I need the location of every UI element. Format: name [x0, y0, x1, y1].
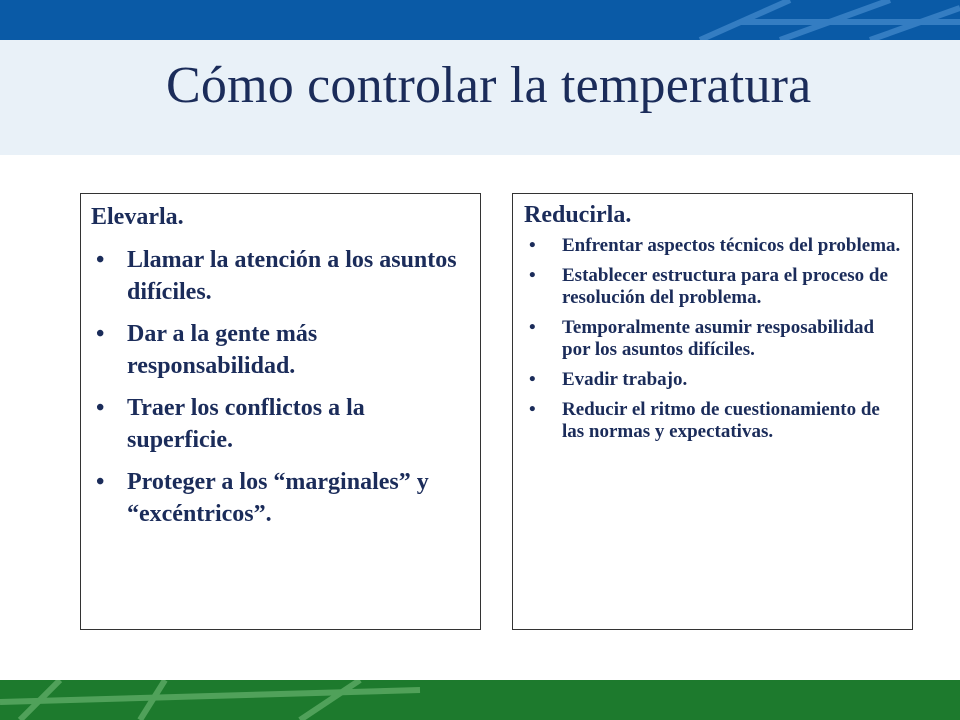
panel-heading: Reducirla.: [524, 202, 632, 228]
top-decorative-band: [0, 0, 960, 40]
list-item: [524, 235, 902, 257]
lower-temperature-panel: [512, 193, 913, 630]
bullet-icon: •: [529, 317, 536, 338]
raise-temperature-panel: [80, 193, 481, 630]
list-item-text: Reducir el ritmo de cuestionamiento de las normas y expectativas.: [562, 399, 880, 442]
list-item: [524, 265, 902, 309]
list-item-text: Establecer estructura para el proceso de resolución del problema.: [562, 265, 888, 308]
list-item: [524, 317, 902, 361]
lower-list: [524, 235, 902, 443]
list-item-text: Enfrentar aspectos técnicos del problema.: [562, 235, 901, 256]
list-item: [524, 369, 902, 391]
list-item: [91, 466, 468, 530]
list-item-text: Traer los conflictos a la superficie.: [127, 395, 365, 453]
bullet-icon: •: [96, 321, 105, 347]
field-lines-decoration: [640, 0, 960, 40]
bullet-icon: •: [529, 235, 536, 256]
bullet-icon: •: [96, 395, 105, 421]
raise-list: [91, 244, 468, 530]
bottom-decorative-band: [0, 680, 960, 720]
list-item-text: Llamar la atención a los asuntos difíciles.: [127, 247, 457, 305]
bullet-icon: •: [529, 369, 536, 390]
list-item-text: Dar a la gente más responsabilidad.: [127, 321, 318, 379]
bullet-icon: •: [96, 247, 105, 273]
slide-title: Cómo controlar la temperatura: [166, 57, 812, 114]
list-item: [91, 318, 468, 382]
list-item-text: Evadir trabajo.: [562, 369, 688, 390]
field-lines-decoration: [0, 680, 460, 720]
list-item: [91, 392, 468, 456]
bullet-icon: •: [529, 399, 536, 420]
list-item: [524, 399, 902, 443]
bullet-icon: •: [529, 265, 536, 286]
bullet-icon: •: [96, 469, 105, 495]
list-item: [91, 244, 468, 308]
list-item-text: Temporalmente asumir resposabilidad por los asuntos difíciles.: [562, 317, 875, 360]
panel-heading: Elevarla.: [91, 204, 184, 230]
list-item-text: Proteger a los “marginales” y “excéntricos”.: [127, 469, 429, 527]
